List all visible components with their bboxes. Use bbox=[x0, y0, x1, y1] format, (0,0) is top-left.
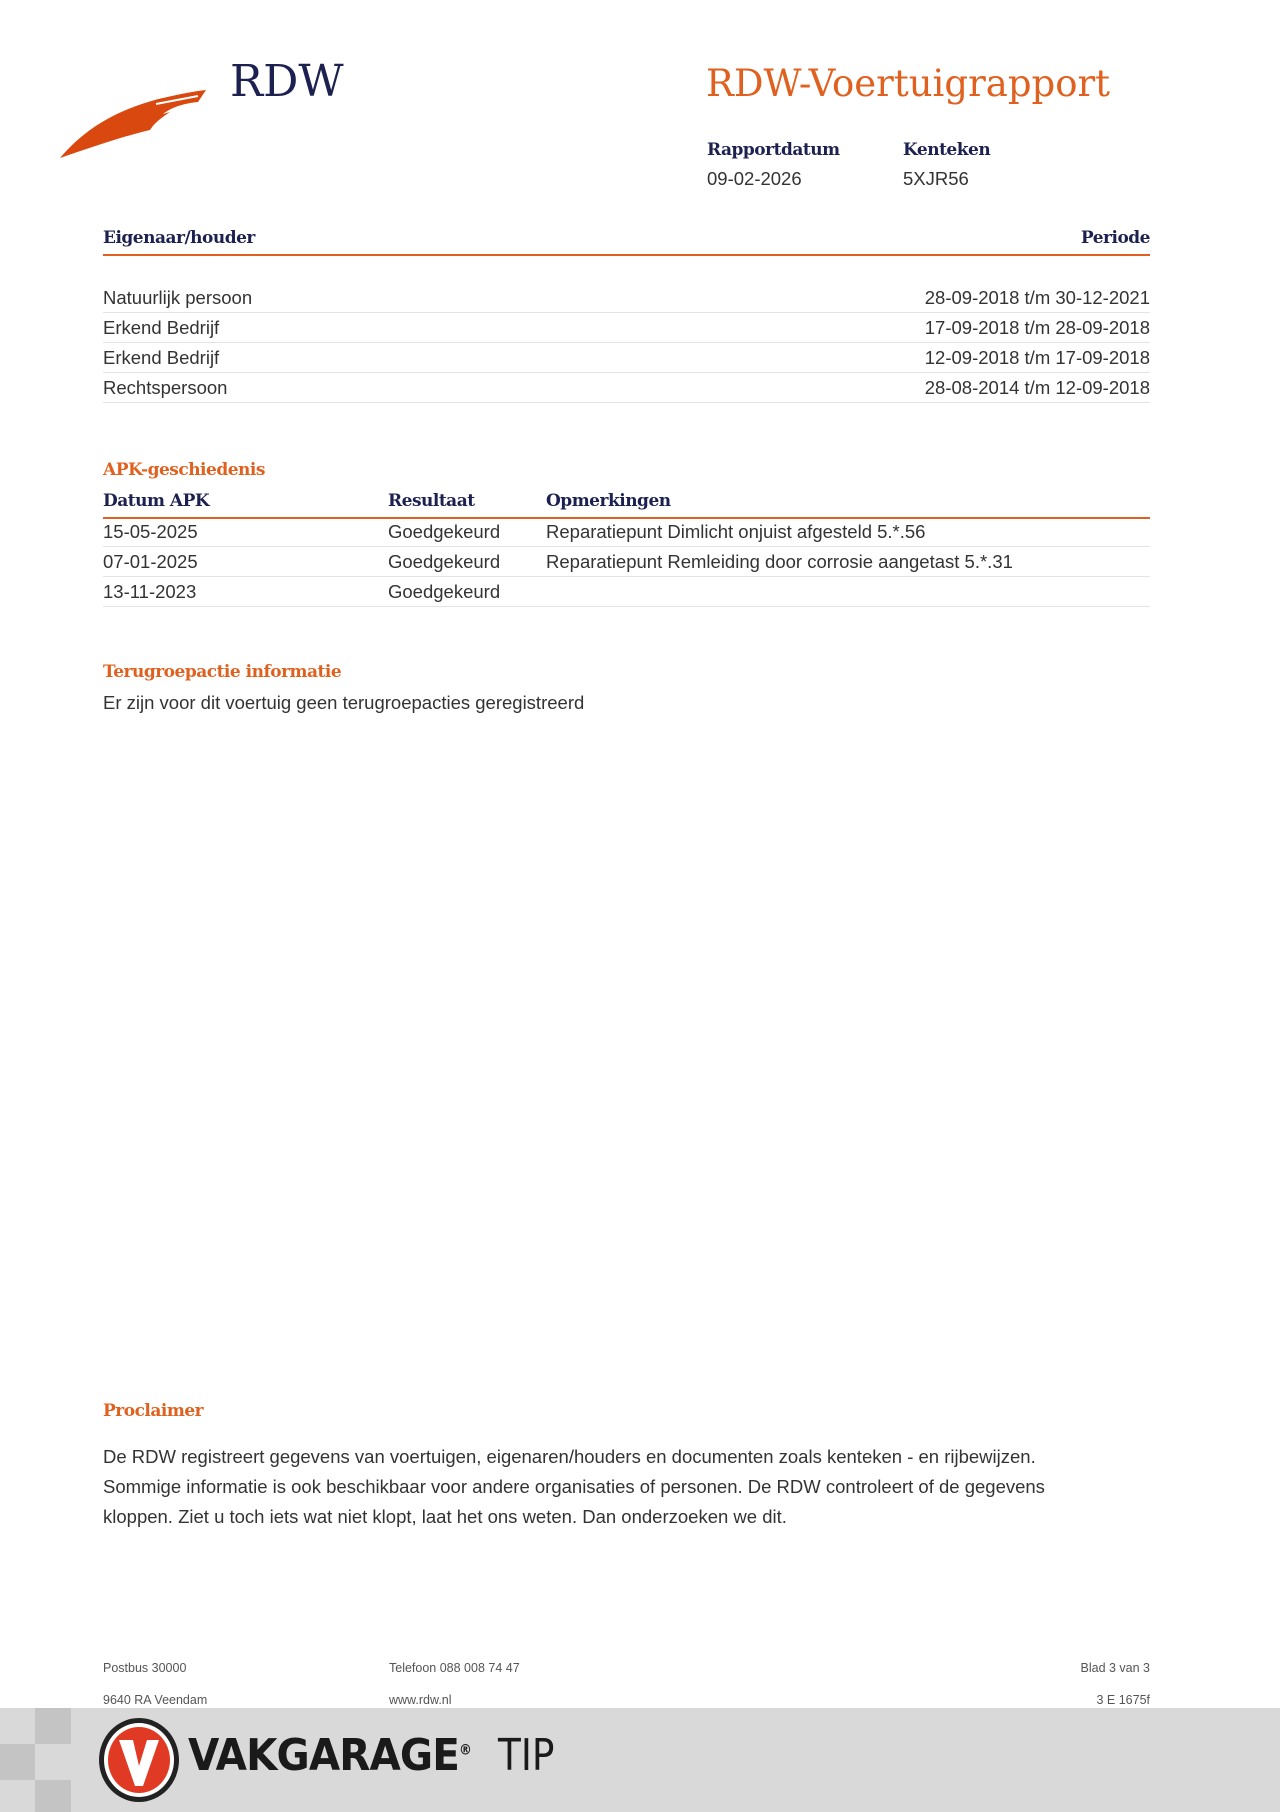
divider bbox=[103, 254, 1150, 256]
table-row bbox=[103, 283, 1150, 313]
plate-label: Kenteken bbox=[903, 140, 991, 160]
apk-result: Goedgekeurd bbox=[388, 520, 501, 542]
rdw-logo-text: RDW bbox=[230, 56, 344, 107]
table-row bbox=[103, 577, 1150, 607]
footer-city: 9640 RA Veendam bbox=[103, 1693, 208, 1707]
proclaimer-title: Proclaimer bbox=[103, 1401, 204, 1421]
apk-result: Goedgekeurd bbox=[388, 550, 501, 572]
apk-remarks-header: Opmerkingen bbox=[546, 491, 671, 511]
table-row bbox=[103, 343, 1150, 373]
vakgarage-brand: VAKGARAGE bbox=[188, 1730, 459, 1781]
recall-section-title: Terugroepactie informatie bbox=[103, 662, 342, 682]
owner-period: 28-08-2014 t/m 12-09-2018 bbox=[924, 376, 1150, 398]
apk-date: 15-05-2025 bbox=[103, 520, 198, 542]
apk-section-title: APK-geschiedenis bbox=[103, 460, 265, 480]
owner-type: Natuurlijk persoon bbox=[103, 286, 253, 308]
owner-period: 17-09-2018 t/m 28-09-2018 bbox=[924, 316, 1150, 338]
vakgarage-banner bbox=[0, 1708, 1280, 1812]
owner-column-header: Eigenaar/houder bbox=[103, 228, 255, 248]
apk-remarks: Reparatiepunt Dimlicht onjuist afgesteld 5.*.56 bbox=[546, 520, 926, 542]
owner-period: 12-09-2018 t/m 17-09-2018 bbox=[924, 346, 1150, 368]
owner-type: Erkend Bedrijf bbox=[103, 346, 220, 368]
owner-type: Erkend Bedrijf bbox=[103, 316, 220, 338]
report-date-label: Rapportdatum bbox=[707, 140, 840, 160]
footer-phone: Telefoon 088 008 74 47 bbox=[389, 1661, 520, 1675]
page-title: RDW-Voertuigrapport bbox=[706, 62, 1111, 105]
table-row bbox=[103, 517, 1150, 547]
footer-postbus: Postbus 30000 bbox=[103, 1661, 187, 1675]
proclaimer-line: kloppen. Ziet u toch iets wat niet klopt, laat het ons weten. Dan onderzoeken we dit. bbox=[103, 1506, 787, 1527]
proclaimer-line: De RDW registreert gegevens van voertuigen, eigenaren/houders en documenten zoals kenteken - en rijbewijzen. bbox=[103, 1446, 1036, 1467]
period-column-header: Periode bbox=[1080, 228, 1150, 248]
registered-mark: ® bbox=[458, 1742, 471, 1759]
apk-remarks: Reparatiepunt Remleiding door corrosie aangetast 5.*.31 bbox=[546, 550, 1013, 572]
proclaimer-line: Sommige informatie is ook beschikbaar voor andere organisaties of personen. De RDW controleert of de gegevens bbox=[103, 1476, 1045, 1497]
apk-date-header: Datum APK bbox=[103, 491, 210, 511]
apk-result-header: Resultaat bbox=[388, 491, 475, 511]
owner-period: 28-09-2018 t/m 30-12-2021 bbox=[924, 286, 1150, 308]
vakgarage-tip: TIP bbox=[498, 1730, 555, 1781]
footer-website[interactable]: www.rdw.nl bbox=[389, 1693, 452, 1707]
apk-date: 13-11-2023 bbox=[103, 580, 197, 602]
footer-page-number: Blad 3 van 3 bbox=[1080, 1661, 1150, 1675]
footer-code: 3 E 1675f bbox=[1096, 1693, 1150, 1707]
apk-result: Goedgekeurd bbox=[388, 580, 501, 602]
owner-type: Rechtspersoon bbox=[103, 376, 228, 398]
table-row bbox=[103, 313, 1150, 343]
apk-date: 07-01-2025 bbox=[103, 550, 198, 572]
rdw-logo-icon bbox=[58, 80, 208, 160]
table-row bbox=[103, 373, 1150, 403]
recall-text: Er zijn voor dit voertuig geen terugroepacties geregistreerd bbox=[103, 692, 585, 713]
plate-value: 5XJR56 bbox=[903, 168, 969, 189]
table-row bbox=[103, 547, 1150, 577]
vakgarage-logo-icon bbox=[97, 1716, 181, 1804]
report-date: 09-02-2026 bbox=[707, 168, 802, 189]
